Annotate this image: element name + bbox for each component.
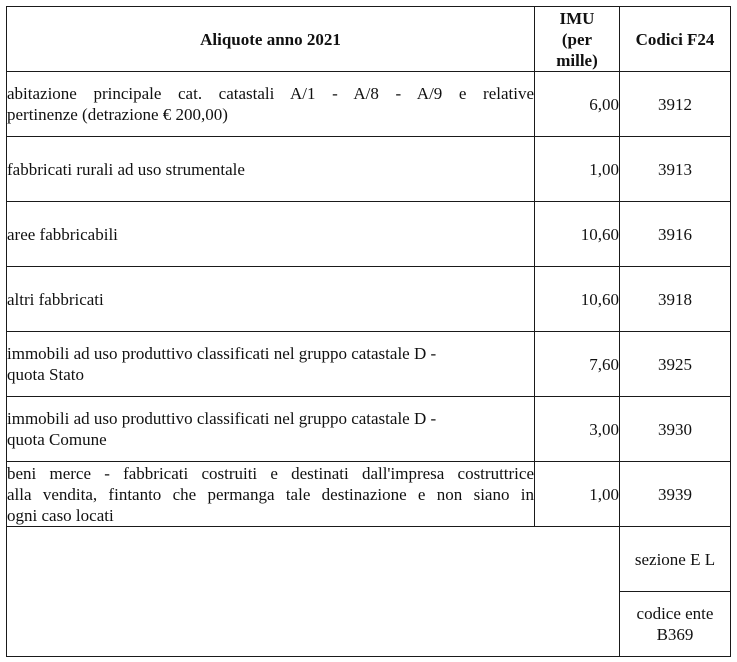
row-code: 3918 [620, 267, 731, 332]
description-line: beni merce - fabbricati costruiti e destinati dall'impresa costruttrice [7, 463, 534, 483]
header-code [620, 7, 731, 72]
row-code: 3925 [620, 332, 731, 397]
description-line: alla vendita, fintanto che permanga tale destinazione e non siano in [7, 484, 534, 504]
description-line: pertinenze (detrazione € 200,00) [7, 105, 228, 124]
row-description [7, 72, 535, 137]
header-rate-line: mille) [556, 50, 598, 70]
row-rate: 7,60 [535, 332, 620, 397]
row-description [7, 332, 535, 397]
row-code: 3939 [620, 462, 731, 527]
row-code: 3930 [620, 397, 731, 462]
header-description: Aliquote anno 2021 [7, 7, 535, 72]
table-row [7, 332, 731, 397]
table-row [7, 267, 731, 332]
table-row [7, 462, 731, 527]
header-code-label: Codici F24 [635, 29, 715, 49]
description-line: abitazione principale cat. catastali A/1 - A/8 - A/9 e relative [7, 84, 534, 103]
header-rate [535, 7, 620, 72]
description-line: quota Stato [7, 365, 84, 384]
ente-code: B369 [656, 625, 694, 644]
table-header-row [7, 7, 731, 72]
row-code: 3912 [620, 72, 731, 137]
ente-label: codice ente [636, 604, 714, 623]
footer-ente [620, 592, 731, 657]
description-line: immobili ad uso produttivo classificati nel gruppo catastale D - [7, 344, 437, 363]
table-row [7, 397, 731, 462]
row-rate: 10,60 [535, 202, 620, 267]
imu-rates-table [6, 6, 731, 657]
table-row [7, 72, 731, 137]
section-label: sezione E L [634, 549, 716, 569]
row-rate: 3,00 [535, 397, 620, 462]
footer-section [620, 527, 731, 592]
table-row [7, 137, 731, 202]
description-line: fabbricati rurali ad uso strumentale [7, 159, 245, 179]
row-rate: 6,00 [535, 72, 620, 137]
row-rate: 1,00 [535, 137, 620, 202]
description-line: immobili ad uso produttivo classificati nel gruppo catastale D - [7, 409, 437, 428]
row-description [7, 397, 535, 462]
description-line: altri fabbricati [7, 289, 104, 309]
row-description [7, 137, 535, 202]
row-rate: 1,00 [535, 462, 620, 527]
header-rate-line: (per [561, 29, 593, 49]
row-code: 3913 [620, 137, 731, 202]
row-code: 3916 [620, 202, 731, 267]
footer-empty-cell [7, 527, 620, 657]
row-description [7, 267, 535, 332]
header-rate-line: IMU [559, 8, 595, 28]
description-line: ogni caso locati [7, 505, 114, 525]
footer-row [7, 527, 731, 592]
row-rate: 10,60 [535, 267, 620, 332]
row-description [7, 202, 535, 267]
row-description [7, 462, 535, 527]
description-line: quota Comune [7, 430, 107, 449]
description-line: aree fabbricabili [7, 224, 118, 244]
table-row [7, 202, 731, 267]
